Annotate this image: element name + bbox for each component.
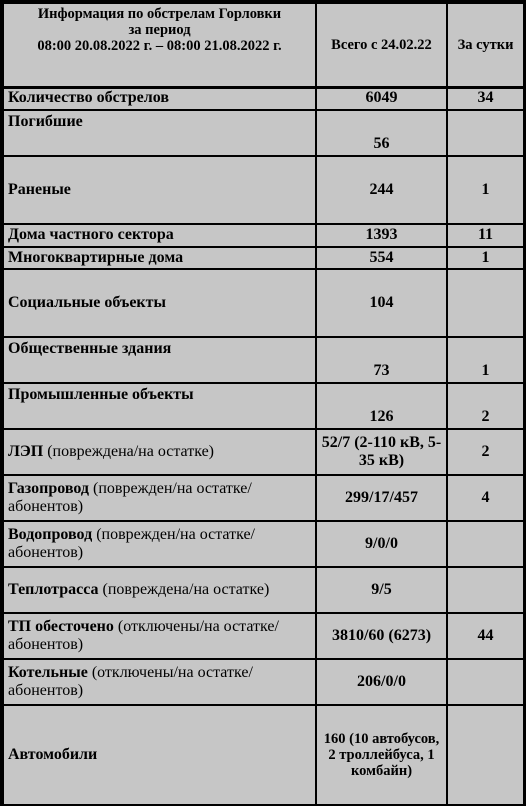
row-label: ТП обесточено	[8, 617, 114, 635]
row-day: 4	[447, 475, 524, 521]
row-label-note: (поврежден/на остатке/абонентов)	[8, 479, 252, 515]
info-period-label: за период	[128, 22, 191, 38]
table-row	[3, 475, 524, 521]
row-total: 104	[316, 269, 447, 337]
table-row	[3, 613, 524, 659]
table-row	[3, 659, 524, 705]
row-label: Газопровод	[8, 479, 89, 497]
table-row	[3, 337, 524, 383]
row-total: 9/0/0	[316, 521, 447, 567]
row-day: 44	[447, 613, 524, 659]
header-row	[3, 3, 524, 87]
row-total: 554	[316, 247, 447, 269]
table-row	[3, 156, 524, 224]
row-total: 1393	[316, 224, 447, 247]
row-day: 1	[447, 247, 524, 269]
row-day: 1	[447, 337, 524, 383]
table-row	[3, 110, 524, 156]
row-label: Социальные объекты	[8, 293, 166, 311]
row-day	[447, 110, 524, 156]
total-header-label: Всего с 24.02.22	[331, 36, 432, 53]
info-header-cell	[3, 3, 316, 87]
row-label: Общественные здания	[8, 339, 172, 357]
info-title: Информация по обстрелам Горловки	[37, 6, 282, 22]
row-label: Промышленные объекты	[8, 385, 194, 403]
table-row	[3, 87, 524, 110]
row-day	[447, 269, 524, 337]
row-day	[447, 567, 524, 613]
day-header-label: За сутки	[457, 36, 514, 53]
row-label-note: (отключены/на остатке/абонентов)	[8, 617, 279, 653]
row-total: 244	[316, 156, 447, 224]
row-label-note: (повреждена/на остатке)	[43, 442, 215, 460]
row-label: Количество обстрелов	[8, 88, 169, 106]
info-period-range: 08:00 20.08.2022 г. – 08:00 21.08.2022 г.	[37, 38, 282, 54]
table-row	[3, 383, 524, 429]
table-row	[3, 429, 524, 475]
row-day: 2	[447, 383, 524, 429]
row-label-note: (поврежден/на остатке/абонентов)	[8, 525, 255, 561]
row-label: Автомобили	[8, 745, 98, 763]
row-total: 206/0/0	[316, 659, 447, 705]
row-day: 11	[447, 224, 524, 247]
row-label: Водопровод	[8, 525, 93, 543]
row-total: 73	[316, 337, 447, 383]
table-row	[3, 705, 524, 805]
row-total: 299/17/457	[316, 475, 447, 521]
shelling-info-table	[2, 2, 525, 806]
row-day	[447, 521, 524, 567]
row-total: 160 (10 автобусов, 2 троллейбуса, 1 комбайн)	[316, 705, 447, 805]
table-row	[3, 224, 524, 247]
row-label: Теплотрасса	[8, 580, 99, 598]
table-row	[3, 567, 524, 613]
row-total: 52/7 (2-110 кВ, 5-35 кВ)	[316, 429, 447, 475]
row-total: 3810/60 (6273)	[316, 613, 447, 659]
row-label: Погибшие	[8, 112, 83, 130]
row-label-note: (повреждена/на остатке)	[98, 580, 270, 598]
row-total: 126	[316, 383, 447, 429]
row-day: 2	[447, 429, 524, 475]
table-row	[3, 247, 524, 269]
row-day: 34	[447, 87, 524, 110]
row-label: Многоквартирные дома	[8, 248, 184, 266]
row-label: ЛЭП	[8, 442, 44, 460]
row-day: 1	[447, 156, 524, 224]
row-label: Дома частного сектора	[8, 225, 174, 243]
row-day	[447, 705, 524, 805]
row-total: 6049	[316, 87, 447, 110]
row-label: Раненые	[8, 180, 71, 198]
total-header-cell	[316, 3, 447, 87]
row-label: Котельные	[8, 663, 88, 681]
table-row	[3, 269, 524, 337]
row-total: 9/5	[316, 567, 447, 613]
row-day	[447, 659, 524, 705]
table-row	[3, 521, 524, 567]
day-header-cell	[447, 3, 524, 87]
row-label-note: (отключены/на остатке/абонентов)	[8, 663, 253, 699]
row-total: 56	[316, 110, 447, 156]
